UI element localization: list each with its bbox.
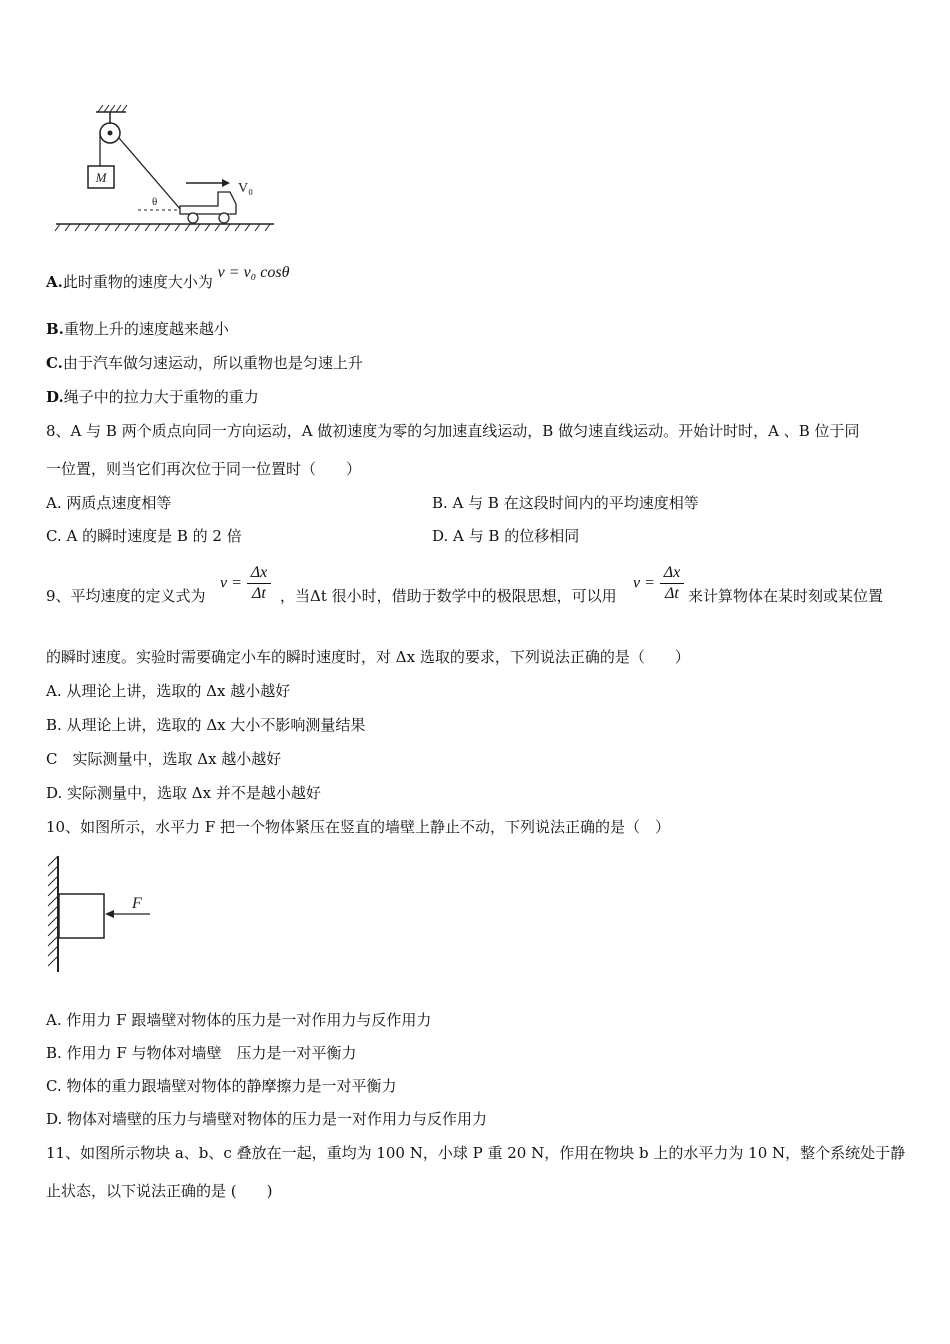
q9-option-b: B. 从理论上讲，选取的 Δx 大小不影响测量结果: [46, 716, 366, 734]
q9-formula-1-num: Δx: [247, 563, 272, 584]
q8-stem-line1: 8、A 与 B 两个质点向同一方向运动，A 做初速度为零的匀加速直线运动，B 做匀速直线运动。开始计时时，A 、B 位于同: [46, 422, 860, 440]
q7-option-a: [46, 264, 290, 293]
q9-option-d: D. 实际测量中，选取 Δx 并不是越小越好: [46, 784, 321, 802]
q7-option-c: [46, 353, 363, 373]
q8-stem-line2: 一位置，则当它们再次位于同一位置时（ ）: [46, 460, 362, 478]
mass-label: M: [95, 170, 107, 185]
force-label: F: [132, 895, 142, 912]
q7-option-a-text: 此时重物的速度大小为: [62, 273, 213, 291]
q8-option-c: C. A 的瞬时速度是 B 的 2 倍: [46, 527, 242, 545]
q7-option-b-label: B.: [46, 320, 64, 338]
q10-option-d: D. 物体对墙壁的压力与墙壁对物体的压力是一对作用力与反作用力: [46, 1110, 488, 1128]
q7-option-d-label: D.: [46, 388, 64, 406]
q9-formula-2-num: Δx: [660, 563, 685, 584]
q10-option-a: A. 作用力 F 跟墙壁对物体的压力是一对作用力与反作用力: [46, 1011, 432, 1029]
q9-formula-2: [633, 563, 684, 604]
q9-option-a: A. 从理论上讲，选取的 Δx 越小越好: [46, 682, 291, 700]
q7-option-b-text: 重物上升的速度越来越小: [63, 320, 229, 338]
q7-option-c-label: C.: [46, 354, 63, 372]
q9-option-c: C 实际测量中，选取 Δx 越小越好: [46, 750, 282, 768]
q7-option-d-text: 绳子中的拉力大于重物的重力: [63, 388, 259, 406]
pulley-truck-figure: [48, 100, 288, 240]
q9-stem-line2: 的瞬时速度。实验时需要确定小车的瞬时速度时，对 Δx 选取的要求，下列说法正确的是（ ）: [46, 648, 690, 666]
q7-option-b: [46, 319, 229, 339]
angle-label: θ: [152, 196, 158, 208]
q7-option-a-label: A.: [46, 273, 63, 291]
q8-option-b: B. A 与 B 在这段时间内的平均速度相等: [432, 494, 699, 512]
q9-seg1: 9、平均速度的定义式为: [46, 587, 206, 605]
speed-label: V₀: [238, 181, 253, 196]
q9-formula-2-lhs: v =: [633, 574, 655, 592]
q9-formula-2-den: Δt: [665, 585, 679, 602]
q11-stem-line2: 止状态，以下说法正确的是 ( ): [46, 1182, 273, 1200]
q9-seg3: 来计算物体在某时刻或某位置: [688, 587, 884, 605]
q7-option-d: [46, 387, 259, 407]
q10-option-b: B. 作用力 F 与物体对墙壁 压力是一对平衡力: [46, 1044, 357, 1062]
q9-formula-1: [220, 563, 271, 604]
q11-stem-line1: 11、如图所示物块 a、b、c 叠放在一起，重均为 100 N，小球 P 重 20 N，作用在物块 b 上的水平力为 10 N，整个系统处于静: [46, 1144, 906, 1162]
q8-option-a: A. 两质点速度相等: [46, 494, 172, 512]
q8-option-d: D. A 与 B 的位移相同: [432, 527, 580, 545]
q7-option-a-formula: v = v₀ cosθ: [217, 264, 290, 281]
q9-formula-1-lhs: v =: [220, 574, 242, 592]
q10-stem: 10、如图所示，水平力 F 把一个物体紧压在竖直的墙壁上静止不动，下列说法正确的是（ ）: [46, 818, 671, 836]
q7-option-c-text: 由于汽车做匀速运动，所以重物也是匀速上升: [62, 354, 363, 372]
wall-block-figure: [40, 852, 170, 976]
q10-option-c: C. 物体的重力跟墙壁对物体的静摩擦力是一对平衡力: [46, 1077, 397, 1095]
q9-seg2: ，当Δt 很小时，借助于数学中的极限思想，可以用: [280, 587, 617, 605]
q9-formula-1-den: Δt: [252, 585, 266, 602]
